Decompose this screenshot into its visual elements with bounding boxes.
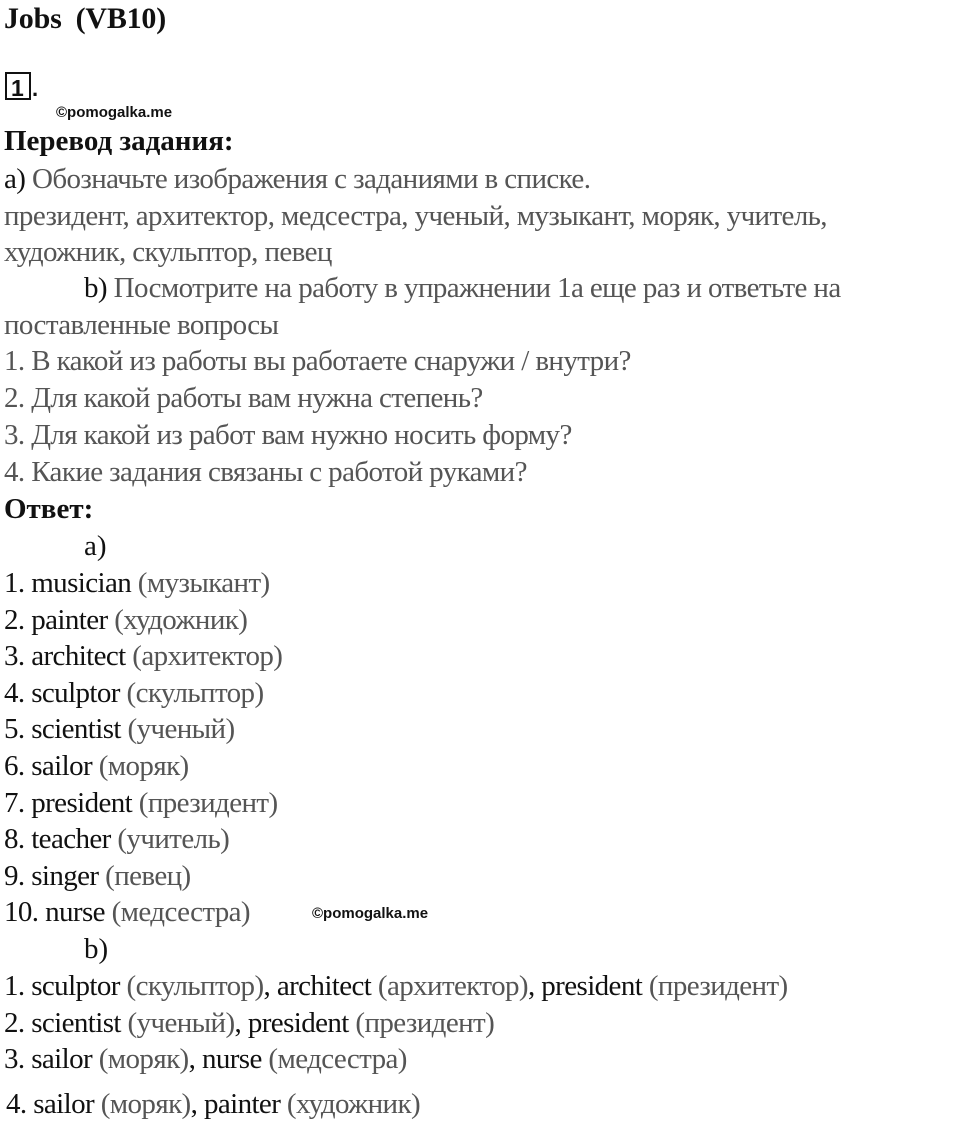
answer-a-item: [4, 822, 229, 856]
task-b-label: b): [84, 272, 107, 304]
question-1: 1. В какой из работы вы работаете снаружи / внутри?: [4, 345, 631, 377]
answer-russian: (моряк): [98, 750, 189, 782]
question-4: 4. Какие задания связаны с работой руками?: [4, 456, 527, 488]
answer-number: 6.: [4, 750, 25, 782]
watermark-bottom: ©pomogalka.me: [312, 905, 429, 922]
answer-a-item: [4, 566, 270, 600]
task-a-text: Обозначьте изображения с заданиями в списке.: [32, 163, 591, 195]
answer-english: sailor: [31, 1043, 93, 1075]
answer-russian: (ученый): [127, 1007, 235, 1039]
exercise-number-dot: .: [32, 76, 39, 101]
answer-a-item: [4, 859, 191, 893]
answer-russian: (моряк): [100, 1088, 191, 1120]
answer-number: 1.: [4, 970, 25, 1002]
answer-russian: (скульптор): [126, 677, 264, 709]
answer-number: 4.: [4, 677, 25, 709]
answer-b-label: b): [84, 933, 109, 965]
answer-a-item: [4, 895, 250, 929]
answer-english: architect: [276, 970, 372, 1002]
answer-english: scientist: [31, 1007, 121, 1039]
answer-english: president: [31, 787, 133, 819]
answer-russian: (художник): [114, 604, 248, 636]
answer-number: 5.: [4, 713, 25, 745]
answer-english: painter: [203, 1088, 281, 1120]
answer-english: painter: [31, 604, 108, 636]
answer-number: 4.: [6, 1088, 27, 1120]
answer-b-item: 3. sailor (моряк), nurse (медсестра): [4, 1043, 407, 1075]
title-text: Jobs: [4, 2, 62, 35]
answer-a-item: [4, 712, 235, 746]
answer-english: sculptor: [31, 677, 120, 709]
answer-a-item: [4, 786, 278, 820]
answer-russian: (ученый): [127, 713, 235, 745]
answer-english: teacher: [31, 823, 111, 855]
answer-english: president: [247, 1007, 349, 1039]
answer-number: 7.: [4, 787, 25, 819]
question-2: 2. Для какой работы вам нужна степень?: [4, 382, 483, 414]
exercise-number: 1: [11, 75, 24, 101]
answer-number: 10.: [4, 896, 39, 928]
answer-number: 9.: [4, 860, 25, 892]
watermark-top: ©pomogalka.me: [56, 104, 173, 121]
answer-b-item: 1. sculptor (скульптор), architect (архитектор), president (президент): [4, 970, 788, 1002]
answer-number: 2.: [4, 604, 25, 636]
task-b-text: Посмотрите на работу в упражнении 1а еще раз и ответьте на: [113, 272, 841, 304]
answer-number: 8.: [4, 823, 25, 855]
answer-english: scientist: [31, 713, 121, 745]
answer-number: 2.: [4, 1007, 25, 1039]
answer-english: nurse: [45, 896, 105, 928]
jobs-list-line-1: президент, архитектор, медсестра, ученый, музыкант, моряк, учитель,: [4, 200, 827, 232]
answer-english: architect: [31, 640, 126, 672]
answer-russian: (архитектор): [132, 640, 283, 672]
answer-russian: (художник): [286, 1088, 421, 1120]
answer-a-label: a): [84, 530, 107, 562]
translation-heading: Перевод задания:: [4, 125, 234, 157]
answer-russian: (музыкант): [137, 567, 270, 599]
answer-russian: (учитель): [117, 823, 230, 855]
answer-heading: Ответ:: [4, 493, 94, 525]
answer-english: musician: [31, 567, 132, 599]
answer-english: president: [541, 970, 643, 1002]
answer-a-item: [4, 749, 189, 783]
page-title: [4, 0, 166, 38]
jobs-list-line-2: художник, скульптор, певец: [4, 236, 332, 268]
answer-english: sculptor: [31, 970, 120, 1002]
answer-b-item: 2. scientist (ученый), president (президент): [4, 1007, 495, 1039]
answer-russian: (медсестра): [268, 1043, 407, 1075]
answer-english: singer: [31, 860, 99, 892]
task-a-line: [4, 162, 590, 196]
task-b-line: [84, 271, 841, 305]
answer-russian: (президент): [355, 1007, 495, 1039]
answer-number: 1.: [4, 567, 25, 599]
answer-russian: (медсестра): [111, 896, 250, 928]
answer-b-item: 4. sailor (моряк), painter (художник): [6, 1088, 421, 1120]
question-3: 3. Для какой из работ вам нужно носить форму?: [4, 419, 572, 451]
answer-english: sailor: [33, 1088, 95, 1120]
answer-russian: (скульптор): [126, 970, 264, 1002]
exercise-number-box: [5, 72, 31, 100]
answer-a-item: [4, 676, 264, 710]
task-a-label: a): [4, 163, 26, 195]
answer-number: 3.: [4, 1043, 25, 1075]
answer-a-item: [4, 639, 282, 673]
answer-a-item: [4, 603, 247, 637]
answer-russian: (архитектор): [377, 970, 528, 1002]
answer-english: nurse: [201, 1043, 262, 1075]
title-code: (VB10): [75, 2, 167, 35]
answer-russian: (президент): [648, 970, 788, 1002]
task-b-line-2: поставленные вопросы: [4, 309, 279, 341]
answer-russian: (моряк): [98, 1043, 189, 1075]
answer-russian: (президент): [138, 787, 278, 819]
answer-english: sailor: [31, 750, 93, 782]
answer-number: 3.: [4, 640, 25, 672]
answer-russian: (певец): [105, 860, 191, 892]
